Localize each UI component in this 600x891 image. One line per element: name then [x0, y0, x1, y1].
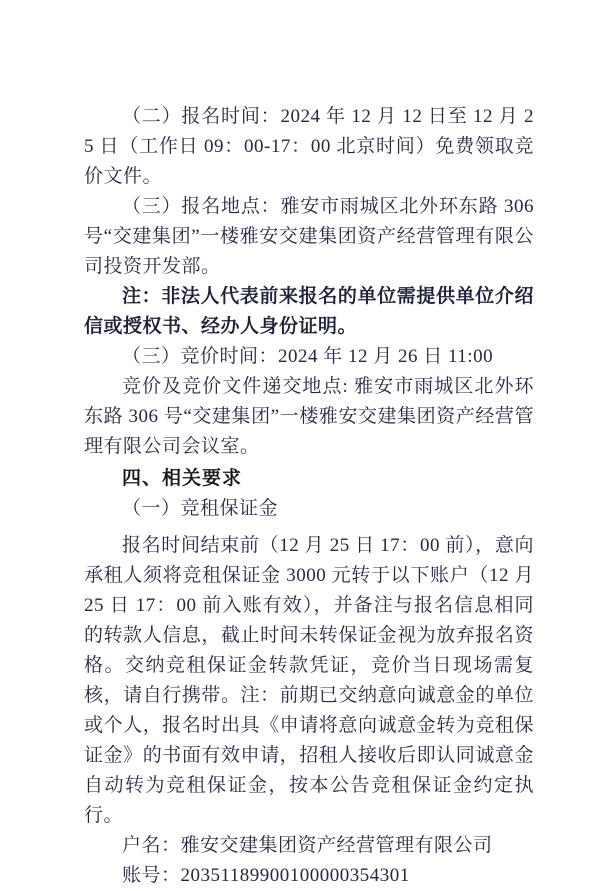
paragraph-bidding-time: （三）竞价时间：2024 年 12 月 26 日 11:00	[122, 346, 494, 367]
paragraph-note-non-legal-representative: 注：非法人代表前来报名的单位需提供单位介绍信或授权书、经办人身份证明。	[84, 286, 534, 337]
paragraph-account-holder: 户名：雅安交建集团资产经营管理有限公司	[122, 835, 493, 856]
paragraph-deposit-subheading: （一）竞租保证金	[122, 498, 279, 519]
paragraph-account-number: 账号：20351189900100000354301	[122, 865, 410, 886]
paragraph-bidding-place: 竞价及竞价文件递交地点: 雅安市雨城区北外环东路 306 号“交建集团”一楼雅安交建集团资产经营管理有限公司会议室。	[84, 376, 534, 457]
paragraph-deposit-details: 报名时间结束前（12 月 25 日 17：00 前），意向承租人须将竞租保证金 3000 元转于以下账户（12 月 25 日 17：00 前入账有效），并备注与报名信息相同的转款人信息，截止时间未转保证金视为放弃报名资格。交纳竞租保证金转款凭证，竞价当日现场需复核，请自行携带。注：前期已交纳意向诚意金的单位或个人，报名时出具《申请将意向诚意金转为竞租保证金》的书面有效申请，招租人接收后即认同诚意金自动转为竞租保证金，按本公告竞租保证金约定执行。	[84, 535, 534, 826]
paragraph-registration-time: （二）报名时间：2024 年 12 月 12 日至 12 月 25 日（工作日 09：00-17：00 北京时间）免费领取竞价文件。	[84, 106, 534, 187]
paragraph-registration-place: （三）报名地点：雅安市雨城区北外环东路 306 号“交建集团”一楼雅安交建集团资产经营管理有限公司投资开发部。	[84, 196, 534, 277]
section-heading-requirements: 四、相关要求	[122, 468, 243, 489]
